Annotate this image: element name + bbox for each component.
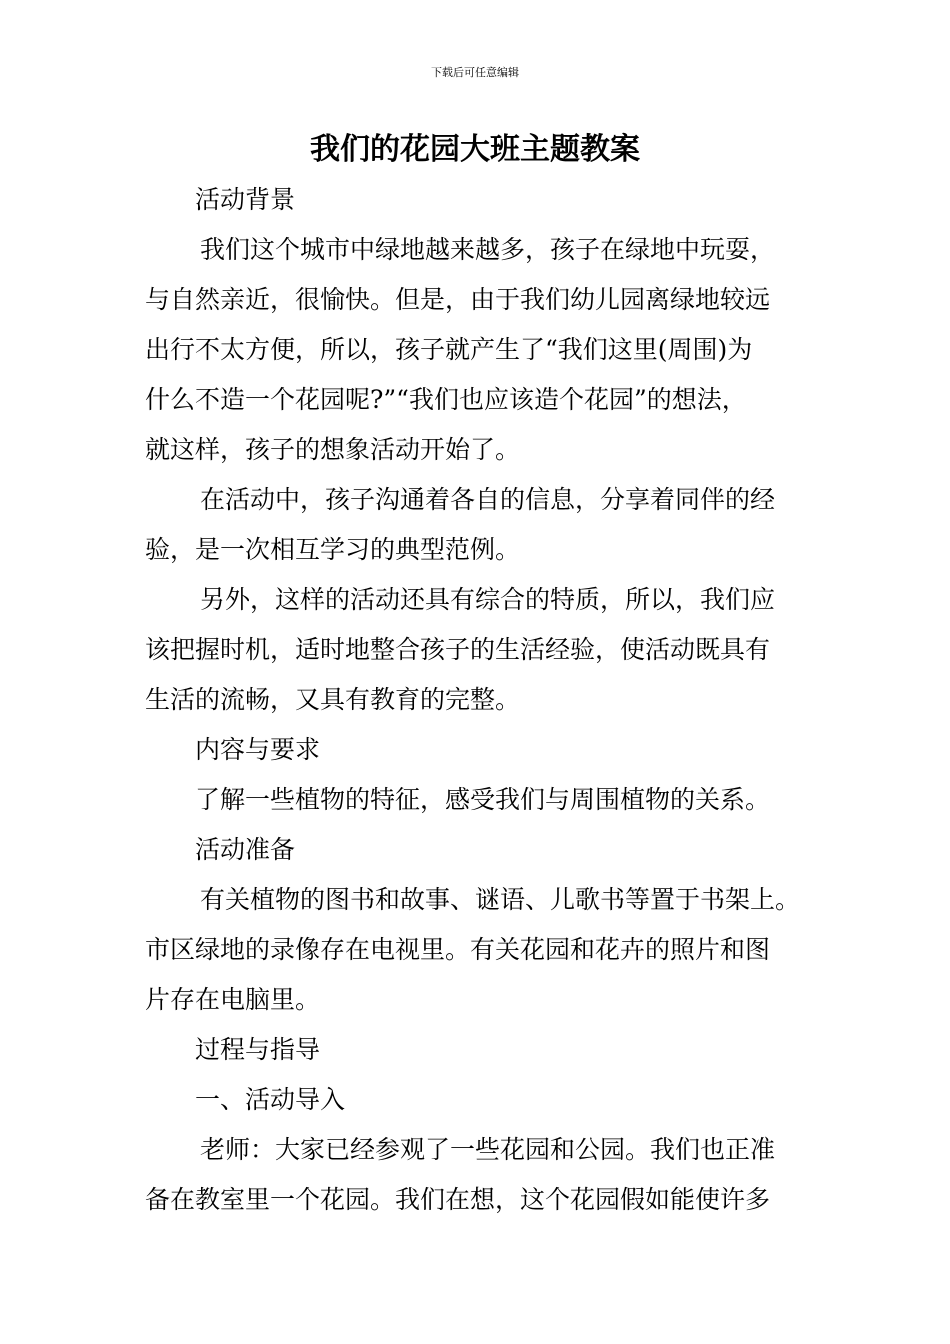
section-line: 了解一些植物的特征，感受我们与周围植物的关系。 xyxy=(195,785,771,814)
paragraph-line: 该把握时机，适时地整合孩子的生活经验，使活动既具有 xyxy=(145,635,771,664)
page-header-note: 下载后可任意编辑 xyxy=(431,66,519,79)
paragraph-line: 什么不造一个花园呢?”“我们也应该造个花园”的想法， xyxy=(145,385,747,414)
paragraph-line: 生活的流畅，又具有教育的完整。 xyxy=(145,685,521,714)
document-title: 我们的花园大班主题教案 xyxy=(310,132,640,167)
paragraph-line: 验，是一次相互学习的典型范例。 xyxy=(145,535,521,564)
paragraph-line: 有关植物的图书和故事、谜语、儿歌书等置于书架上。 xyxy=(200,885,801,914)
section-line: 过程与指导 xyxy=(195,1035,321,1064)
section-line: 内容与要求 xyxy=(195,735,321,764)
section-line: 活动准备 xyxy=(195,835,296,864)
paragraph-line: 我们这个城市中绿地越来越多，孩子在绿地中玩耍， xyxy=(200,235,776,264)
document-body xyxy=(145,175,815,1225)
paragraph-line: 另外，这样的活动还具有综合的特质，所以，我们应 xyxy=(200,585,776,614)
paragraph-line: 就这样，孩子的想象活动开始了。 xyxy=(145,435,521,464)
paragraph-line: 备在教室里一个花园。我们在想，这个花园假如能使许多 xyxy=(145,1185,771,1214)
paragraph-line: 出行不太方便，所以，孩子就产生了“我们这里(周围)为 xyxy=(145,335,753,364)
paragraph-line: 片存在电脑里。 xyxy=(145,985,321,1014)
paragraph-line: 与自然亲近，很愉快。但是，由于我们幼儿园离绿地较远 xyxy=(145,285,771,314)
section-line: 活动背景 xyxy=(195,185,296,214)
paragraph-line: 老师：大家已经参观了一些花园和公园。我们也正准 xyxy=(200,1135,776,1164)
paragraph-line: 市区绿地的录像存在电视里。有关花园和花卉的照片和图 xyxy=(145,935,771,964)
paragraph-line: 在活动中，孩子沟通着各自的信息，分享着同伴的经 xyxy=(200,485,776,514)
section-line: 一、活动导入 xyxy=(195,1085,346,1114)
